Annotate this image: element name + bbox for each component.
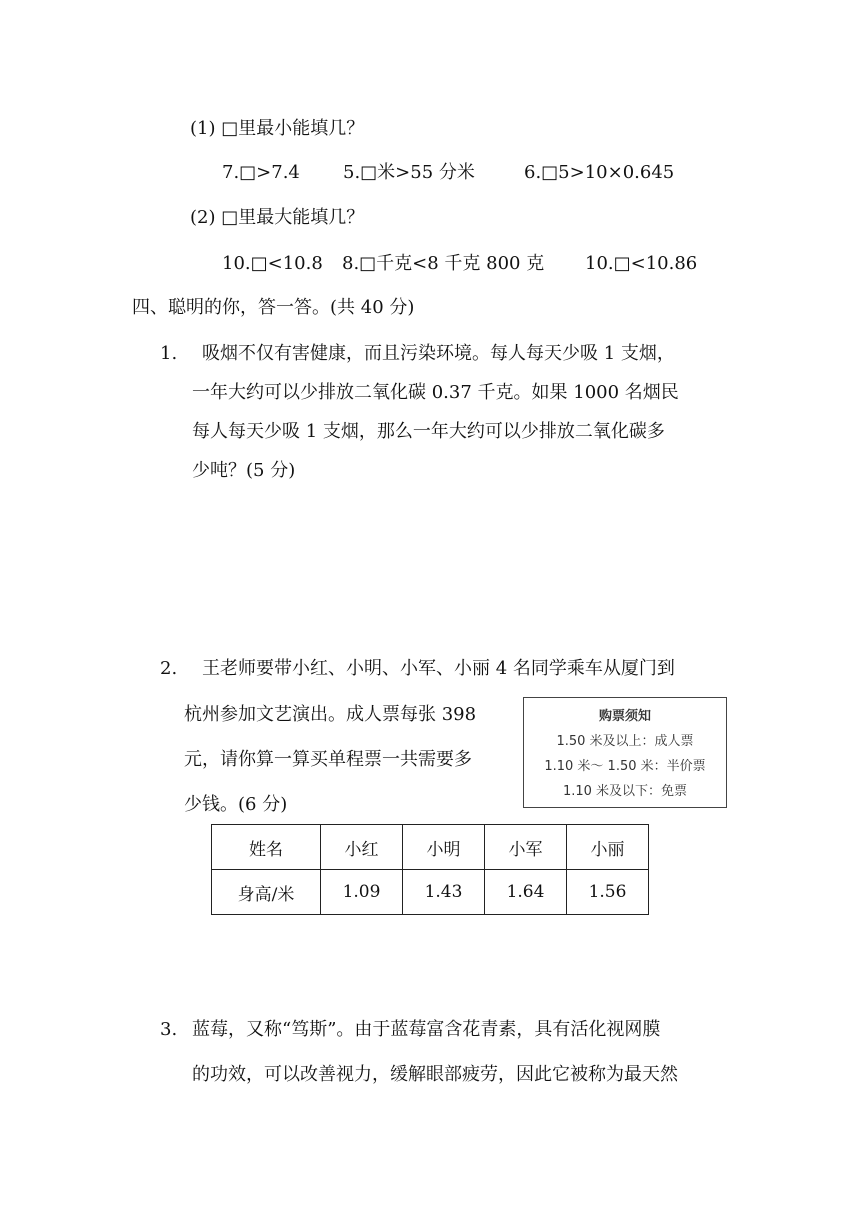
table-cell: 1.09 <box>321 870 403 915</box>
problem3-line: 蓝莓，又称“笃斯”。由于蓝莓富含花青素，具有活化视网膜 <box>192 1019 661 1040</box>
table-row <box>212 870 649 915</box>
height-table <box>211 824 649 915</box>
problem1-line: 少吨？(5 分) <box>192 460 296 481</box>
ticket-notice-title: 购票须知 <box>598 709 651 724</box>
problem2-line: 少钱。(6 分) <box>184 794 288 815</box>
table-header-cell: 小红 <box>321 825 403 870</box>
q2-item-3: 10.□<10.86 <box>585 253 698 274</box>
ticket-notice-box <box>523 697 727 808</box>
table-header-cell: 小丽 <box>567 825 649 870</box>
q2-item-2: 8.□千克<8 千克 800 克 <box>342 253 545 274</box>
problem1-number: 1. <box>160 343 178 364</box>
ticket-rule: 1.10 米及以下：免票 <box>562 784 688 799</box>
problem3-line: 的功效，可以改善视力，缓解眼部疲劳，因此它被称为最天然 <box>192 1064 678 1085</box>
section-heading: 四、聪明的你，答一答。(共 40 分) <box>132 297 415 318</box>
problem1-line: 每人每天少吸 1 支烟，那么一年大约可以少排放二氧化碳多 <box>192 421 665 442</box>
ticket-rule: 1.50 米及以上：成人票 <box>556 734 694 749</box>
table-cell: 身高/米 <box>212 870 321 915</box>
problem2-number: 2. <box>160 658 178 679</box>
q1-item-3: 6.□5>10×0.645 <box>524 162 675 183</box>
problem1-line: 吸烟不仅有害健康，而且污染环境。每人每天少吸 1 支烟， <box>202 343 675 364</box>
problem2-line: 元，请你算一算买单程票一共需要多 <box>184 749 472 770</box>
table-row <box>212 825 649 870</box>
problem3-number: 3. <box>160 1019 178 1040</box>
table-cell: 1.43 <box>403 870 485 915</box>
problem1-text <box>192 334 737 490</box>
table-header-cell: 小明 <box>403 825 485 870</box>
q1-item-1: 7.□>7.4 <box>222 162 300 183</box>
q2-item-1: 10.□<10.8 <box>222 253 323 274</box>
table-cell: 1.56 <box>567 870 649 915</box>
problem2-line: 杭州参加文艺演出。成人票每张 398 <box>184 704 477 725</box>
problem2-line: 王老师要带小红、小明、小军、小丽 4 名同学乘车从厦门到 <box>202 658 675 679</box>
q2-prompt: (2) □里最大能填几？ <box>190 207 365 228</box>
table-cell: 1.64 <box>485 870 567 915</box>
q1-prompt: (1) □里最小能填几？ <box>190 118 365 139</box>
table-header-cell: 小军 <box>485 825 567 870</box>
ticket-rule: 1.10 米～ 1.50 米：半价票 <box>544 759 706 774</box>
table-header-cell: 姓名 <box>212 825 321 870</box>
q1-item-2: 5.□米>55 分米 <box>343 162 475 183</box>
problem1-line: 一年大约可以少排放二氧化碳 0.37 千克。如果 1000 名烟民 <box>192 382 679 403</box>
